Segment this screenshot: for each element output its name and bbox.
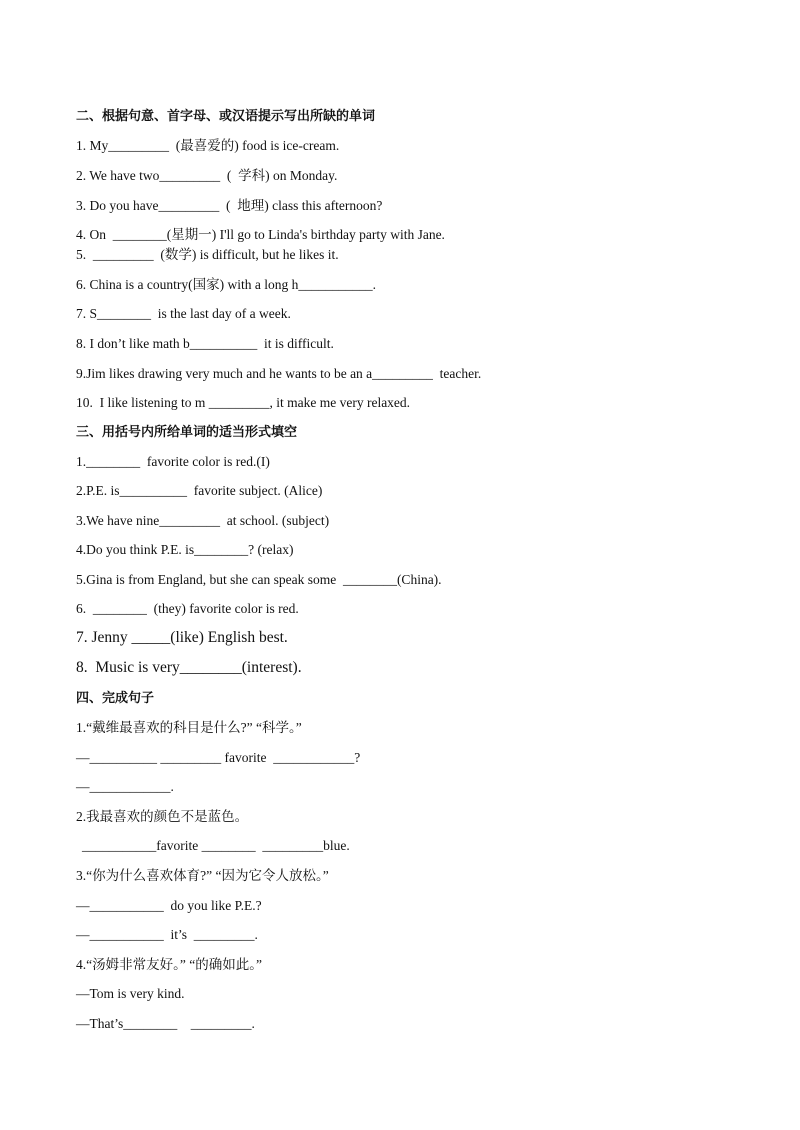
s2-question-6: 6. China is a country(国家) with a long h___________. bbox=[76, 277, 376, 292]
s3-question-3: 3.We have nine_________ at school. (subject) bbox=[76, 513, 330, 528]
s2-question-8: 8. I don’t like math b__________ it is difficult. bbox=[76, 336, 334, 351]
section-2-title: 二、根据句意、首字母、或汉语提示写出所缺的单词 bbox=[76, 109, 376, 124]
s4-answer-line-1b: —____________. bbox=[76, 779, 174, 794]
s3-question-1: 1.________ favorite color is red.(I) bbox=[76, 454, 270, 469]
s4-prompt-3: 3.“你为什么喜欢体育?” “因为它令人放松。” bbox=[76, 868, 329, 883]
s3-question-4: 4.Do you think P.E. is________? (relax) bbox=[76, 542, 294, 557]
s4-answer-line-1a: —__________ _________ favorite ____________? bbox=[76, 750, 361, 765]
s4-answer-line-2: ___________favorite ________ _________blue. bbox=[82, 838, 350, 853]
s4-answer-line-3b: —___________ it’s _________. bbox=[76, 927, 258, 942]
s2-question-1: 1. My_________ (最喜爱的) food is ice-cream. bbox=[76, 138, 340, 153]
s3-question-6: 6. ________ (they) favorite color is red. bbox=[76, 601, 299, 616]
s2-question-4: 4. On ________(星期一) I'll go to Linda's birthday party with Jane. bbox=[76, 227, 445, 242]
s3-question-7: 7. Jenny _____(like) English best. bbox=[76, 629, 288, 646]
s4-answer-line-4a: —Tom is very kind. bbox=[76, 986, 185, 1001]
s2-question-7: 7. S________ is the last day of a week. bbox=[76, 306, 291, 321]
s2-question-2: 2. We have two_________ ( 学科) on Monday. bbox=[76, 168, 338, 183]
s2-question-5: 5. _________ (数学) is difficult, but he likes it. bbox=[76, 247, 339, 262]
s3-question-2: 2.P.E. is__________ favorite subject. (Alice) bbox=[76, 483, 323, 498]
s2-question-10: 10. I like listening to m _________, it make me very relaxed. bbox=[76, 395, 411, 410]
s3-question-5: 5.Gina is from England, but she can speak some ________(China). bbox=[76, 572, 442, 587]
section-3-title: 三、用括号内所给单词的适当形式填空 bbox=[76, 425, 298, 440]
s4-prompt-4: 4.“汤姆非常友好。” “的确如此。” bbox=[76, 957, 262, 972]
s4-answer-line-4b: —That’s________ _________. bbox=[76, 1016, 255, 1031]
s2-question-3: 3. Do you have_________ ( 地理) class this afternoon? bbox=[76, 198, 383, 213]
s4-prompt-1: 1.“戴维最喜欢的科目是什么?” “科学。” bbox=[76, 720, 302, 735]
s3-question-8: 8. Music is very________(interest). bbox=[76, 659, 302, 676]
section-4-title: 四、完成句子 bbox=[76, 691, 155, 706]
s4-answer-line-3a: —___________ do you like P.E.? bbox=[76, 898, 262, 913]
s2-question-9: 9.Jim likes drawing very much and he wants to be an a_________ teacher. bbox=[76, 366, 482, 381]
s4-prompt-2: 2.我最喜欢的颜色不是蓝色。 bbox=[76, 809, 249, 824]
